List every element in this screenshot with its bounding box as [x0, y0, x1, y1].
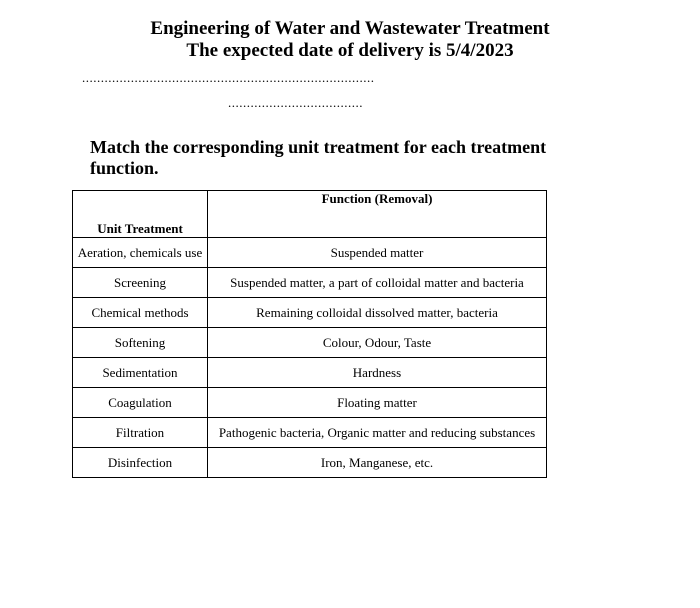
delivery-date-line: The expected date of delivery is 5/4/2023 [186, 40, 514, 61]
unit-cell: Filtration [73, 418, 208, 448]
unit-cell: Coagulation [73, 388, 208, 418]
document-title: Engineering of Water and Wastewater Treatment [150, 18, 550, 39]
unit-treatment-header: Unit Treatment [73, 191, 208, 238]
table-row [73, 448, 547, 478]
function-cell: Colour, Odour, Taste [208, 328, 547, 358]
function-cell: Pathogenic bacteria, Organic matter and reducing substances [208, 418, 547, 448]
unit-cell: Disinfection [73, 448, 208, 478]
table-row [73, 418, 547, 448]
function-cell: Remaining colloidal dissolved matter, bacteria [208, 298, 547, 328]
table-row [73, 298, 547, 328]
dotted-line-bottom: .................................... [228, 96, 363, 110]
table-row [73, 388, 547, 418]
table-row [73, 328, 547, 358]
function-header: Function (Removal) [208, 191, 547, 238]
matching-table [72, 190, 547, 478]
function-cell: Floating matter [208, 388, 547, 418]
function-cell: Hardness [208, 358, 547, 388]
unit-cell: Softening [73, 328, 208, 358]
table-header-row [73, 191, 547, 238]
function-cell: Iron, Manganese, etc. [208, 448, 547, 478]
unit-cell: Aeration, chemicals use [73, 238, 208, 268]
function-cell: Suspended matter, a part of colloidal matter and bacteria [208, 268, 547, 298]
unit-cell: Screening [73, 268, 208, 298]
table-row [73, 268, 547, 298]
unit-cell: Sedimentation [73, 358, 208, 388]
table-row [73, 238, 547, 268]
question-text: Match the corresponding unit treatment for each treatment function. [90, 137, 547, 178]
table-row [73, 358, 547, 388]
dotted-line-top: .............................................................................. [82, 71, 375, 85]
unit-cell: Chemical methods [73, 298, 208, 328]
function-cell: Suspended matter [208, 238, 547, 268]
